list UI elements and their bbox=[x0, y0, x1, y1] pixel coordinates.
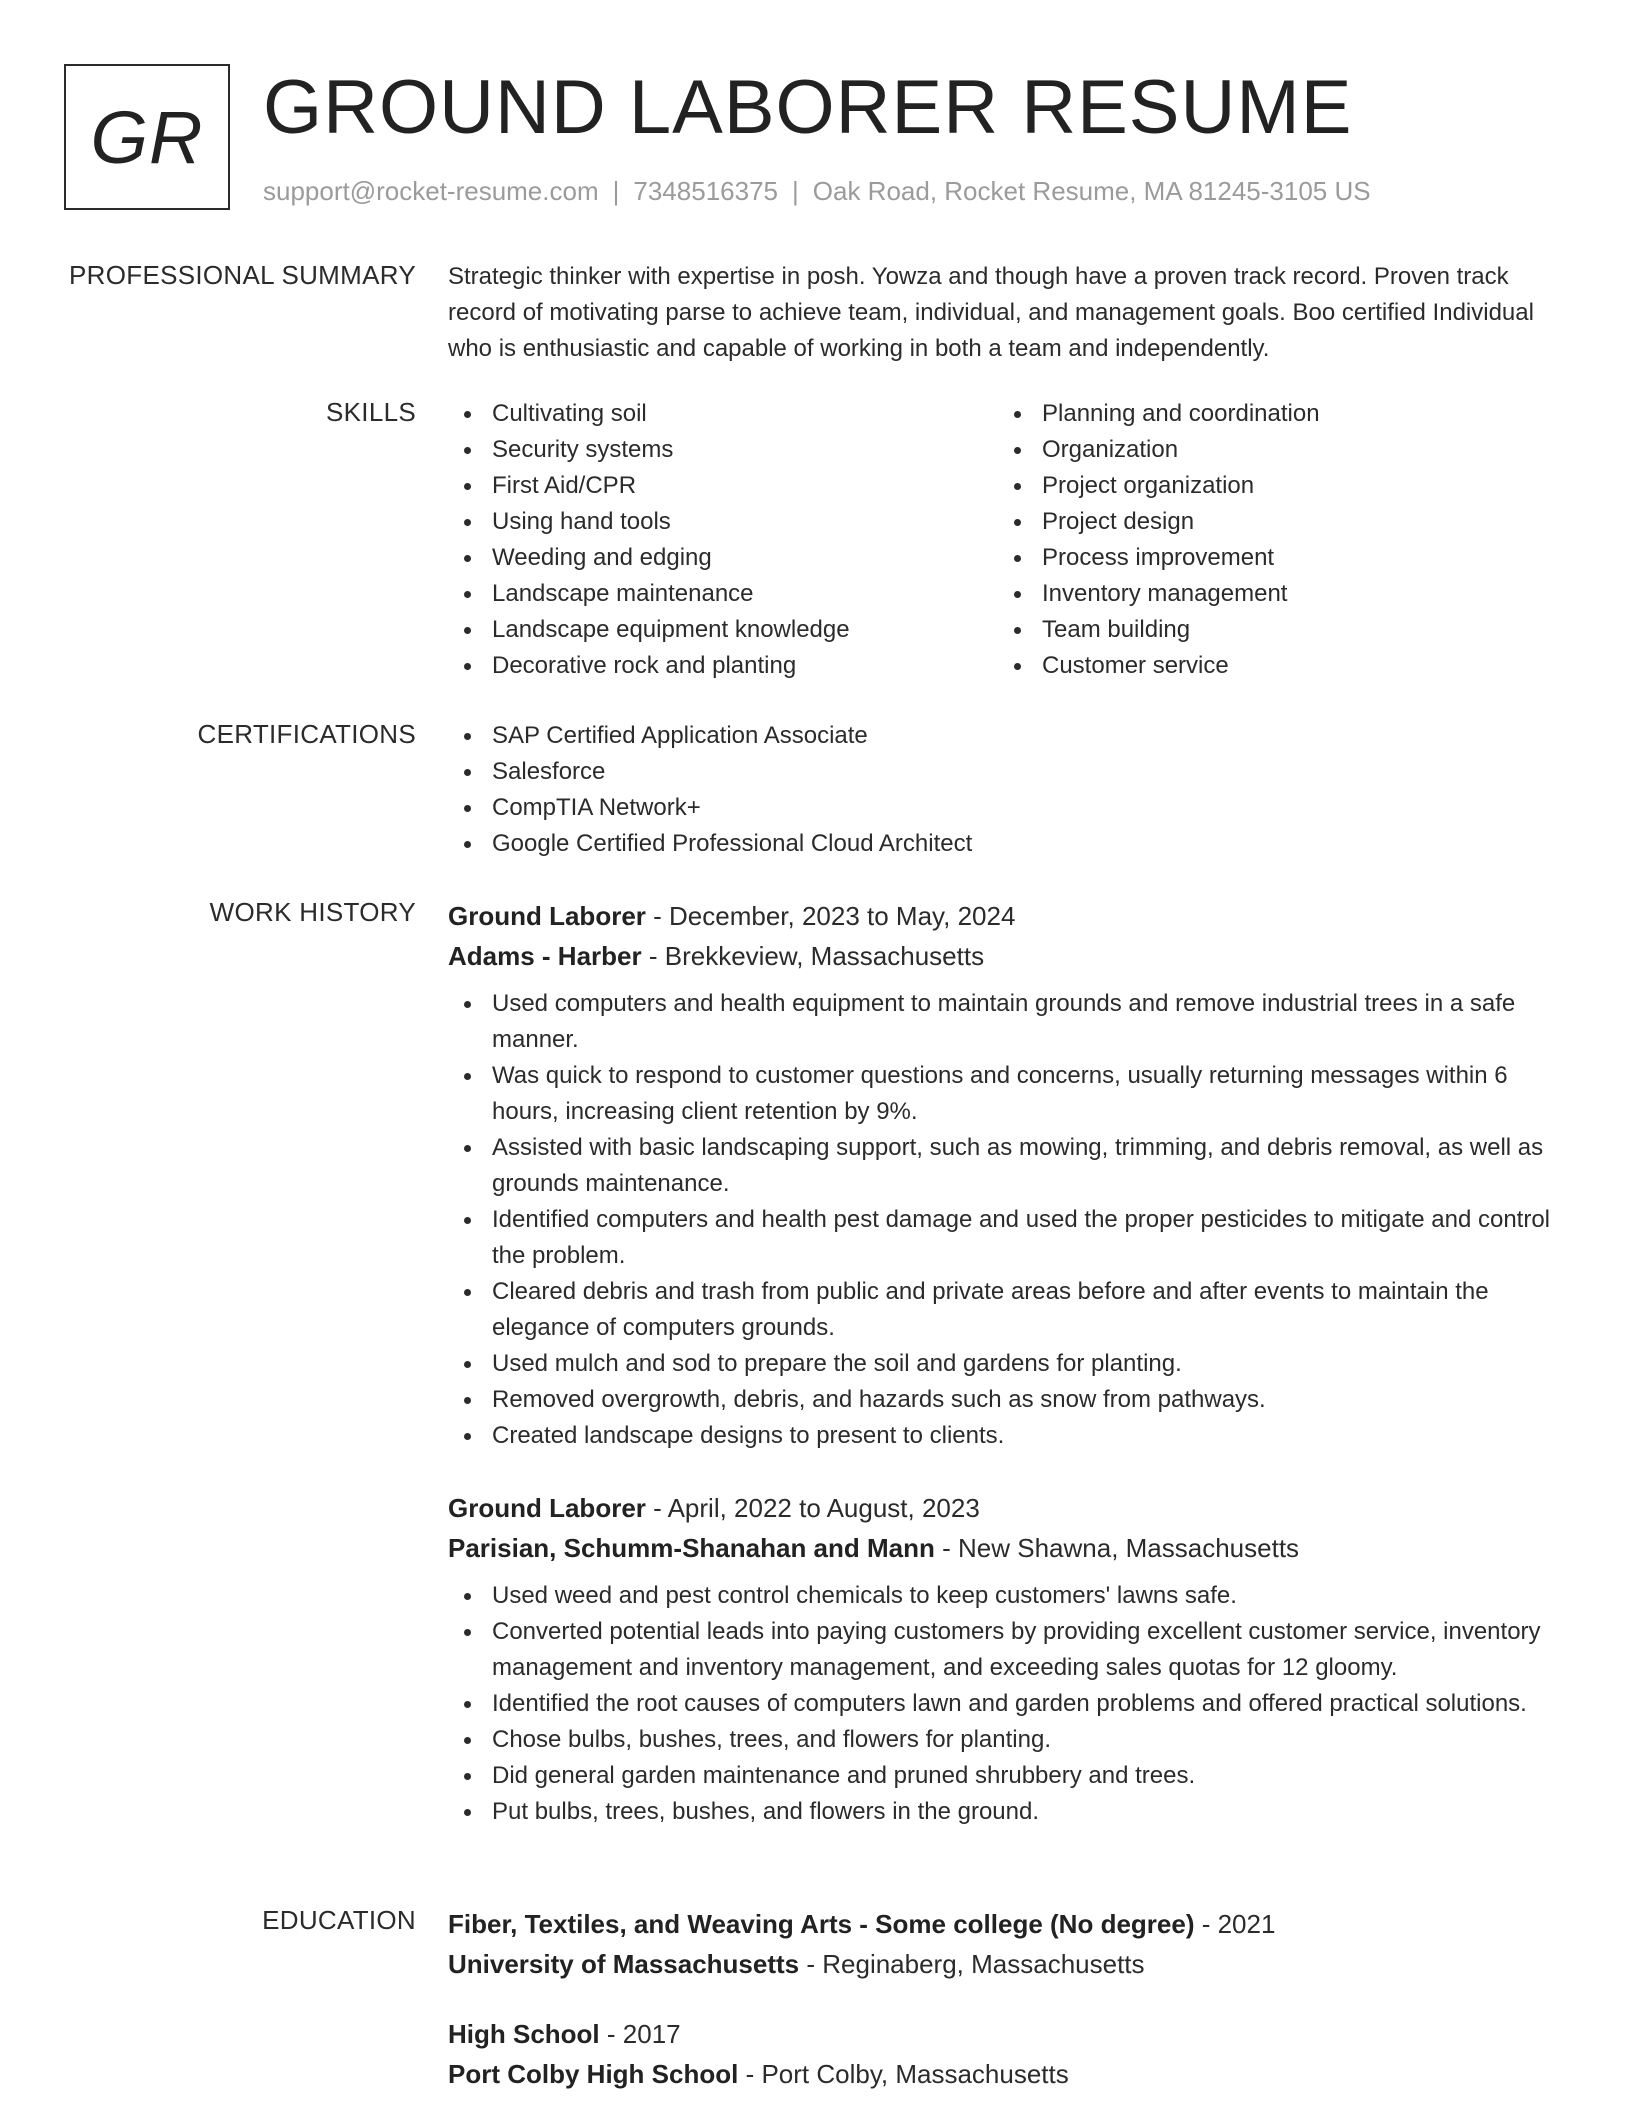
job-location: - New Shawna, Massachusetts bbox=[934, 1533, 1300, 1563]
section-label: PROFESSIONAL SUMMARY bbox=[69, 260, 416, 290]
list-item: Put bulbs, trees, bushes, and flowers in the ground. bbox=[448, 1794, 1568, 1830]
list-item: Project organization bbox=[998, 468, 1548, 504]
education-school: University of Massachusetts bbox=[448, 1949, 800, 1979]
education-school: Port Colby High School bbox=[448, 2059, 739, 2089]
education-degree-line bbox=[448, 1904, 1568, 1944]
education-location: - Port Colby, Massachusetts bbox=[738, 2059, 1069, 2089]
section-label: SKILLS bbox=[326, 397, 416, 427]
job-title: Ground Laborer bbox=[448, 1493, 646, 1523]
list-item: First Aid/CPR bbox=[448, 468, 998, 504]
job-company: Parisian, Schumm-Shanahan and Mann bbox=[448, 1533, 935, 1563]
education-degree: Fiber, Textiles, and Weaving Arts - Some college (No degree) bbox=[448, 1909, 1195, 1939]
list-item: Cultivating soil bbox=[448, 396, 998, 432]
job-entry bbox=[448, 1488, 1568, 1830]
education-school-line bbox=[448, 1944, 1568, 1984]
education-degree-line bbox=[448, 2014, 1568, 2054]
section-label: CERTIFICATIONS bbox=[197, 719, 416, 749]
list-item: Cleared debris and trash from public and private areas before and after events to maintain the elegance of computers grounds. bbox=[448, 1274, 1568, 1346]
skills-list-left bbox=[448, 396, 998, 684]
contact-separator: | bbox=[792, 176, 799, 206]
monogram-badge: GR bbox=[64, 64, 230, 210]
skills-columns bbox=[448, 396, 1568, 684]
list-item: Using hand tools bbox=[448, 504, 998, 540]
job-company: Adams - Harber bbox=[448, 941, 642, 971]
section-label: WORK HISTORY bbox=[209, 897, 416, 927]
list-item: Chose bulbs, bushes, trees, and flowers for planting. bbox=[448, 1722, 1568, 1758]
list-item: Planning and coordination bbox=[998, 396, 1548, 432]
list-item: Weeding and edging bbox=[448, 540, 998, 576]
list-item: Converted potential leads into paying customers by providing excellent customer service, inventory management and inventory management, and exceeding sales quotas for 12 gloomy. bbox=[448, 1614, 1568, 1686]
education-year: - 2017 bbox=[599, 2019, 681, 2049]
list-item: Project design bbox=[998, 504, 1548, 540]
list-item: Salesforce bbox=[448, 754, 1568, 790]
contact-line bbox=[263, 176, 1371, 207]
education-degree: High School bbox=[448, 2019, 600, 2049]
list-item: Google Certified Professional Cloud Architect bbox=[448, 826, 1568, 862]
education-entry bbox=[448, 1904, 1568, 1984]
section-label: EDUCATION bbox=[262, 1905, 416, 1935]
list-item: Assisted with basic landscaping support, such as mowing, trimming, and debris removal, as well as grounds maintenance. bbox=[448, 1130, 1568, 1202]
list-item: Used weed and pest control chemicals to keep customers' lawns safe. bbox=[448, 1578, 1568, 1614]
contact-address: Oak Road, Rocket Resume, MA 81245-3105 US bbox=[812, 176, 1371, 206]
list-item: Used computers and health equipment to maintain grounds and remove industrial trees in a safe manner. bbox=[448, 986, 1568, 1058]
job-location: - Brekkeview, Massachusetts bbox=[641, 941, 985, 971]
list-item: Landscape equipment knowledge bbox=[448, 612, 998, 648]
list-item: Inventory management bbox=[998, 576, 1548, 612]
list-item: Identified computers and health pest damage and used the proper pesticides to mitigate and control the problem. bbox=[448, 1202, 1568, 1274]
job-duties-list bbox=[448, 1578, 1568, 1830]
education-year: - 2021 bbox=[1194, 1909, 1276, 1939]
list-item: Did general garden maintenance and pruned shrubbery and trees. bbox=[448, 1758, 1568, 1794]
list-item: SAP Certified Application Associate bbox=[448, 718, 1568, 754]
job-title-line bbox=[448, 1488, 1568, 1528]
contact-email[interactable]: support@rocket-resume.com bbox=[263, 176, 599, 206]
certifications-content bbox=[448, 718, 1568, 862]
contact-phone[interactable]: 7348516375 bbox=[633, 176, 778, 206]
job-company-line bbox=[448, 1528, 1568, 1568]
resume-header bbox=[64, 64, 1584, 210]
list-item: Customer service bbox=[998, 648, 1548, 684]
job-title: Ground Laborer bbox=[448, 901, 646, 931]
list-item: Identified the root causes of computers lawn and garden problems and offered practical solutions. bbox=[448, 1686, 1568, 1722]
list-item: Team building bbox=[998, 612, 1548, 648]
list-item: Used mulch and sod to prepare the soil and gardens for planting. bbox=[448, 1346, 1568, 1382]
summary-text: Strategic thinker with expertise in posh. Yowza and though have a proven track record. Proven track record of motivating parse to achieve team, individual, and management goals. Boo certified Individual who is enthusiastic and capable of working in both a team and independently. bbox=[448, 263, 1534, 362]
contact-separator: | bbox=[612, 176, 620, 206]
list-item: Landscape maintenance bbox=[448, 576, 998, 612]
list-item: Organization bbox=[998, 432, 1548, 468]
job-entry bbox=[448, 896, 1568, 1454]
resume-title: GROUND LABORER RESUME bbox=[263, 65, 1353, 150]
job-dates: - April, 2022 to August, 2023 bbox=[645, 1493, 980, 1523]
list-item: Decorative rock and planting bbox=[448, 648, 998, 684]
list-item: Created landscape designs to present to clients. bbox=[448, 1418, 1568, 1454]
job-title-line bbox=[448, 896, 1568, 936]
list-item: CompTIA Network+ bbox=[448, 790, 1568, 826]
education-content bbox=[448, 1904, 1568, 2094]
job-company-line bbox=[448, 936, 1568, 976]
job-dates: - December, 2023 to May, 2024 bbox=[645, 901, 1016, 931]
work-history-content bbox=[448, 896, 1568, 1830]
skills-list-right bbox=[998, 396, 1548, 684]
list-item: Security systems bbox=[448, 432, 998, 468]
education-location: - Reginaberg, Massachusetts bbox=[799, 1949, 1145, 1979]
certifications-list bbox=[448, 718, 1568, 862]
list-item: Removed overgrowth, debris, and hazards such as snow from pathways. bbox=[448, 1382, 1568, 1418]
job-duties-list bbox=[448, 986, 1568, 1454]
education-school-line bbox=[448, 2054, 1568, 2094]
education-entry bbox=[448, 2014, 1568, 2094]
list-item: Process improvement bbox=[998, 540, 1548, 576]
list-item: Was quick to respond to customer questions and concerns, usually returning messages within 6 hours, increasing client retention by 9%. bbox=[448, 1058, 1568, 1130]
